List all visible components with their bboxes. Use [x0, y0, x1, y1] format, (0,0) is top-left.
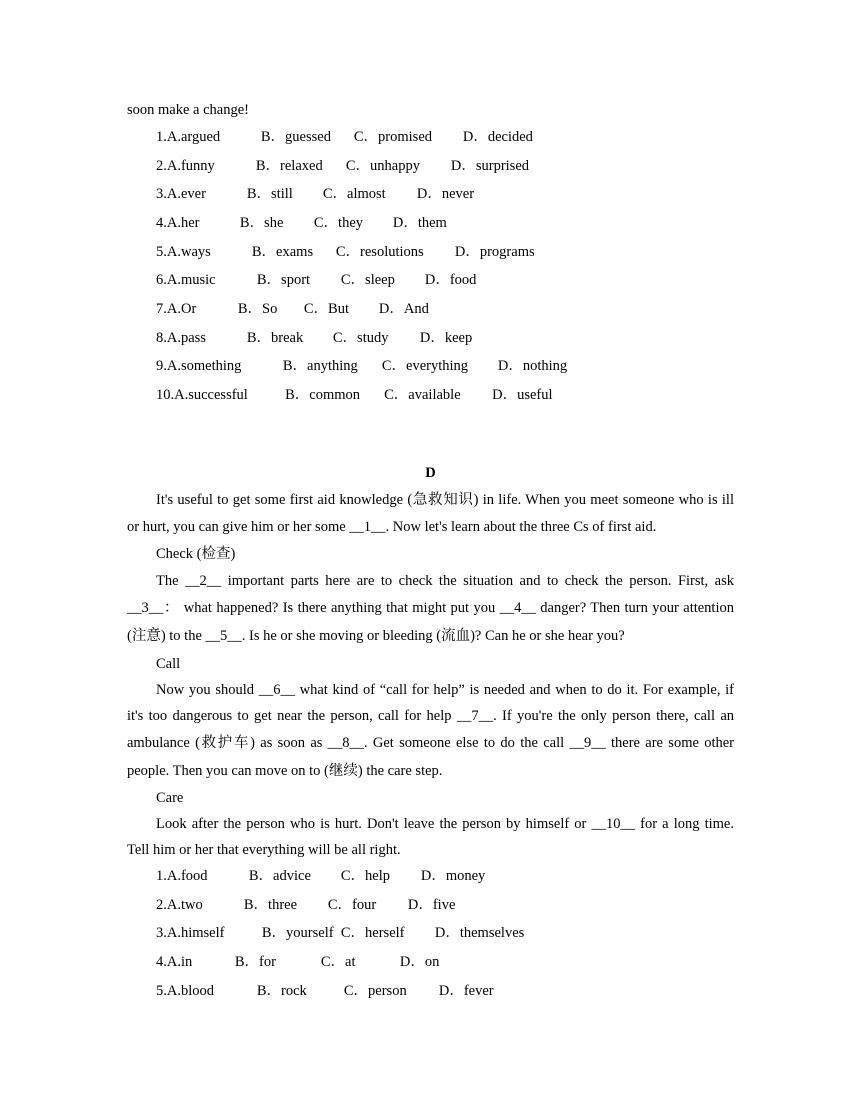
paragraph-line: Tell him or her that everything will be all right.: [127, 842, 401, 858]
question-number: 1.: [156, 868, 167, 884]
option-c: C．herself: [340, 925, 405, 941]
option-a: A.pass: [166, 330, 206, 346]
option-b: B．common: [285, 387, 361, 403]
question-c-6: [156, 270, 476, 290]
question-d-2: [156, 895, 455, 915]
option-c: C．resolutions: [335, 244, 424, 260]
paragraph-line: Now you should __6__ what kind of “call for help” is needed and when to do it. For example, if: [156, 682, 734, 698]
option-a: A.in: [166, 954, 193, 970]
question-number: 9.: [156, 358, 167, 374]
option-c: C．sleep: [340, 272, 395, 288]
option-d: D．nothing: [497, 358, 568, 374]
option-d: D．never: [416, 186, 475, 202]
option-c: C．But: [303, 301, 349, 317]
option-a: A.something: [166, 358, 242, 374]
option-a: A.ways: [166, 244, 211, 260]
question-c-3: [156, 184, 474, 204]
option-b: B．still: [246, 186, 293, 202]
option-d: D．And: [378, 301, 429, 317]
option-c: C．almost: [322, 186, 386, 202]
section-c-closing-line: soon make a change!: [127, 102, 249, 118]
option-a: A.successful: [174, 387, 248, 403]
option-d: D．on: [399, 954, 440, 970]
paragraph-line: (注意) to the __5__. Is he or she moving or bleeding (流血)? Can he or she hear you?: [127, 628, 625, 644]
question-c-5: [156, 242, 535, 262]
question-number: 7.: [156, 301, 167, 317]
question-number: 1.: [156, 129, 167, 145]
option-c: C．promised: [353, 129, 433, 145]
paragraph-line: it's too dangerous to get near the person, call for help __7__. If you're the only person there, call an: [127, 708, 734, 724]
question-d-4: [156, 952, 439, 972]
option-a: A.funny: [166, 158, 215, 174]
question-number: 4.: [156, 954, 167, 970]
question-c-4: [156, 213, 447, 233]
option-a: A.two: [166, 897, 203, 913]
question-number: 3.: [156, 925, 167, 941]
option-a: A.music: [166, 272, 216, 288]
paragraph-line: ambulance (救护车) as soon as __8__. Get someone else to do the call __9__ there are some other: [127, 735, 734, 751]
question-number: 3.: [156, 186, 167, 202]
option-b: B．relaxed: [255, 158, 323, 174]
option-a: A.food: [166, 868, 208, 884]
question-c-10: [156, 385, 553, 405]
subheading-check: Check (检查): [156, 546, 236, 562]
option-b: B．So: [237, 301, 278, 317]
option-b: B．she: [239, 215, 284, 231]
paragraph-line: Look after the person who is hurt. Don't leave the person by himself or __10__ for a long time.: [156, 816, 734, 832]
question-d-3: [156, 923, 524, 943]
option-a: A.blood: [166, 983, 214, 999]
question-d-5: [156, 981, 494, 1001]
option-b: B．for: [234, 954, 276, 970]
subheading-call: Call: [156, 656, 181, 672]
question-number: 2.: [156, 158, 167, 174]
paragraph-line: The __2__ important parts here are to check the situation and to check the person. First, ask: [156, 573, 734, 589]
option-d: D．keep: [419, 330, 473, 346]
option-d: D．five: [407, 897, 456, 913]
option-d: D．decided: [462, 129, 533, 145]
option-a: A.Or: [166, 301, 197, 317]
question-c-1: [156, 127, 533, 147]
option-b: B．yourself: [261, 925, 334, 941]
subheading-care: Care: [156, 790, 184, 806]
option-b: B．advice: [248, 868, 311, 884]
option-c: C．unhappy: [345, 158, 420, 174]
option-d: D．money: [420, 868, 486, 884]
option-c: C．four: [327, 897, 377, 913]
question-number: 2.: [156, 897, 167, 913]
option-d: D．them: [392, 215, 447, 231]
option-a: A.her: [166, 215, 200, 231]
option-b: B．rock: [256, 983, 307, 999]
question-d-1: [156, 866, 485, 886]
option-c: C．person: [343, 983, 407, 999]
option-c: C．available: [384, 387, 461, 403]
option-c: C．everything: [381, 358, 469, 374]
section-d-heading: D: [425, 465, 436, 481]
option-d: D．food: [424, 272, 477, 288]
question-number: 8.: [156, 330, 167, 346]
question-number: 10.: [156, 387, 175, 403]
option-d: D．useful: [492, 387, 553, 403]
option-c: C．help: [340, 868, 391, 884]
option-b: B．sport: [256, 272, 311, 288]
option-b: B．exams: [251, 244, 314, 260]
option-d: D．fever: [438, 983, 494, 999]
question-c-8: [156, 328, 472, 348]
option-b: B．three: [243, 897, 298, 913]
option-a: A.argued: [166, 129, 221, 145]
option-d: D．programs: [454, 244, 535, 260]
option-c: C．study: [332, 330, 389, 346]
paragraph-line: It's useful to get some first aid knowledge (急救知识) in life. When you meet someone who is ill: [156, 492, 734, 508]
question-number: 4.: [156, 215, 167, 231]
option-b: B．guessed: [260, 129, 331, 145]
question-number: 5.: [156, 983, 167, 999]
question-c-9: [156, 356, 567, 376]
question-c-7: [156, 299, 429, 319]
option-c: C．at: [320, 954, 356, 970]
option-d: D．themselves: [434, 925, 525, 941]
option-d: D．surprised: [450, 158, 530, 174]
paragraph-line: people. Then you can move on to (继续) the care step.: [127, 763, 443, 779]
question-number: 5.: [156, 244, 167, 260]
paragraph-line: or hurt, you can give him or her some __1__. Now let's learn about the three Cs of first aid.: [127, 519, 657, 535]
option-a: A.ever: [166, 186, 206, 202]
paragraph-line: __3__： what happened? Is there anything that might put you __4__ danger? Then turn your attention: [127, 600, 734, 616]
question-number: 6.: [156, 272, 167, 288]
option-b: B．break: [246, 330, 304, 346]
option-a: A.himself: [166, 925, 225, 941]
option-b: B．anything: [282, 358, 358, 374]
question-c-2: [156, 156, 529, 176]
option-c: C．they: [313, 215, 364, 231]
